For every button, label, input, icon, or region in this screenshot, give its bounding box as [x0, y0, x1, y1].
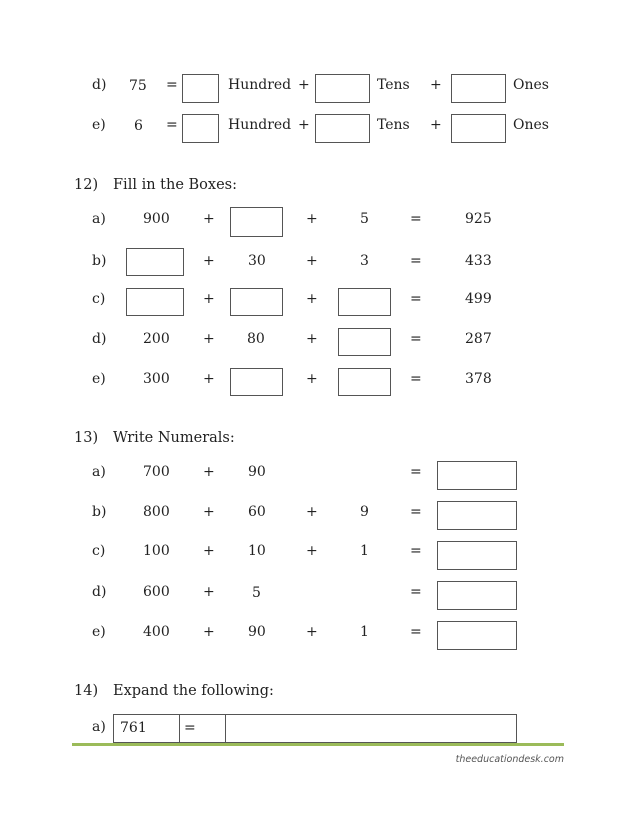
sum-result: 499	[465, 291, 492, 307]
equals-cell	[180, 715, 226, 742]
hundreds-answer-box[interactable]	[126, 288, 184, 316]
row-letter: e)	[92, 624, 106, 640]
equals-sign: =	[410, 253, 422, 269]
addend-ones: 5	[252, 585, 261, 601]
hundreds-answer-box[interactable]	[182, 74, 219, 103]
addend-hundreds: 600	[143, 584, 170, 600]
sum-result: 925	[465, 211, 492, 227]
addend-tens: 80	[247, 331, 265, 347]
tens-answer-box[interactable]	[315, 114, 370, 143]
tens-answer-box[interactable]	[315, 74, 370, 103]
plus-sign: +	[203, 504, 215, 520]
addend-ones: 9	[360, 504, 369, 520]
equals-sign: =	[410, 624, 422, 640]
number-value: 6	[134, 118, 143, 134]
plus-sign: +	[203, 371, 215, 387]
ones-answer-box[interactable]	[451, 74, 506, 103]
expansion-answer-cell[interactable]	[226, 715, 516, 742]
row-letter: b)	[92, 253, 107, 269]
equals-sign: =	[410, 371, 422, 387]
row-letter: a)	[92, 211, 106, 227]
addend-tens: 10	[248, 543, 266, 559]
addend-hundreds: 100	[143, 543, 170, 559]
plus-sign: +	[306, 624, 318, 640]
row-letter: a)	[92, 719, 106, 735]
addend-ones: 3	[360, 253, 369, 269]
plus-sign: +	[203, 253, 215, 269]
addend-hundreds: 700	[143, 464, 170, 480]
equals-sign: =	[410, 211, 422, 227]
expand-table	[113, 714, 517, 743]
plus-sign: +	[306, 543, 318, 559]
hundred-label: Hundred	[228, 117, 292, 133]
addend-tens: 90	[248, 624, 266, 640]
plus-sign: +	[430, 117, 442, 133]
numeral-answer-box[interactable]	[437, 461, 517, 490]
plus-sign: +	[306, 291, 318, 307]
footer-divider	[72, 743, 564, 746]
plus-sign: +	[203, 211, 215, 227]
row-letter: e)	[92, 371, 106, 387]
plus-sign: +	[203, 291, 215, 307]
footer-site: theeducationdesk.com	[455, 754, 564, 765]
equals-sign: =	[410, 504, 422, 520]
equals-sign: =	[410, 584, 422, 600]
plus-sign: +	[203, 543, 215, 559]
addend-ones: 1	[360, 624, 369, 640]
tens-answer-box[interactable]	[230, 288, 283, 316]
plus-sign: +	[298, 77, 310, 93]
ones-answer-box[interactable]	[338, 328, 391, 356]
tens-label: Tens	[377, 117, 410, 133]
plus-sign: +	[306, 211, 318, 227]
addend-hundreds: 900	[143, 211, 170, 227]
numeral-answer-box[interactable]	[437, 501, 517, 530]
row-letter: a)	[92, 464, 106, 480]
row-letter: d)	[92, 77, 107, 93]
addend-hundreds: 800	[143, 504, 170, 520]
ones-answer-box[interactable]	[338, 368, 391, 396]
tens-answer-box[interactable]	[230, 207, 283, 237]
plus-sign: +	[203, 584, 215, 600]
equals-sign: =	[184, 720, 196, 736]
ones-answer-box[interactable]	[451, 114, 506, 143]
equals-sign: =	[166, 77, 178, 93]
plus-sign: +	[306, 253, 318, 269]
ones-answer-box[interactable]	[338, 288, 391, 316]
question-number: 13)	[74, 430, 99, 446]
equals-sign: =	[410, 291, 422, 307]
question-number: 14)	[74, 683, 99, 699]
hundreds-answer-box[interactable]	[182, 114, 219, 143]
row-letter: c)	[92, 291, 106, 307]
tens-label: Tens	[377, 77, 410, 93]
question-number: 12)	[74, 177, 99, 193]
addend-tens: 90	[248, 464, 266, 480]
sum-result: 378	[465, 371, 492, 387]
hundreds-answer-box[interactable]	[126, 248, 184, 276]
plus-sign: +	[306, 504, 318, 520]
row-letter: e)	[92, 117, 106, 133]
addend-tens: 60	[248, 504, 266, 520]
sum-result: 433	[465, 253, 492, 269]
addend-hundreds: 400	[143, 624, 170, 640]
addend-ones: 5	[360, 211, 369, 227]
hundred-label: Hundred	[228, 77, 292, 93]
plus-sign: +	[430, 77, 442, 93]
plus-sign: +	[306, 371, 318, 387]
plus-sign: +	[203, 331, 215, 347]
ones-label: Ones	[513, 77, 549, 93]
addend-ones: 1	[360, 543, 369, 559]
question-title: Expand the following:	[113, 683, 274, 699]
ones-label: Ones	[513, 117, 549, 133]
row-letter: d)	[92, 331, 107, 347]
number-value: 761	[120, 720, 147, 736]
question-title: Fill in the Boxes:	[113, 177, 237, 193]
number-value: 75	[129, 78, 147, 94]
plus-sign: +	[306, 331, 318, 347]
addend-hundreds: 200	[143, 331, 170, 347]
tens-answer-box[interactable]	[230, 368, 283, 396]
equals-sign: =	[410, 543, 422, 559]
row-letter: b)	[92, 504, 107, 520]
plus-sign: +	[298, 117, 310, 133]
numeral-answer-box[interactable]	[437, 621, 517, 650]
sum-result: 287	[465, 331, 492, 347]
addend-hundreds: 300	[143, 371, 170, 387]
numeral-answer-box[interactable]	[437, 541, 517, 570]
plus-sign: +	[203, 464, 215, 480]
numeral-answer-box[interactable]	[437, 581, 517, 610]
plus-sign: +	[203, 624, 215, 640]
number-cell	[114, 715, 180, 742]
row-letter: c)	[92, 543, 106, 559]
question-title: Write Numerals:	[113, 430, 235, 446]
equals-sign: =	[410, 464, 422, 480]
equals-sign: =	[166, 117, 178, 133]
equals-sign: =	[410, 331, 422, 347]
row-letter: d)	[92, 584, 107, 600]
addend-tens: 30	[248, 253, 266, 269]
